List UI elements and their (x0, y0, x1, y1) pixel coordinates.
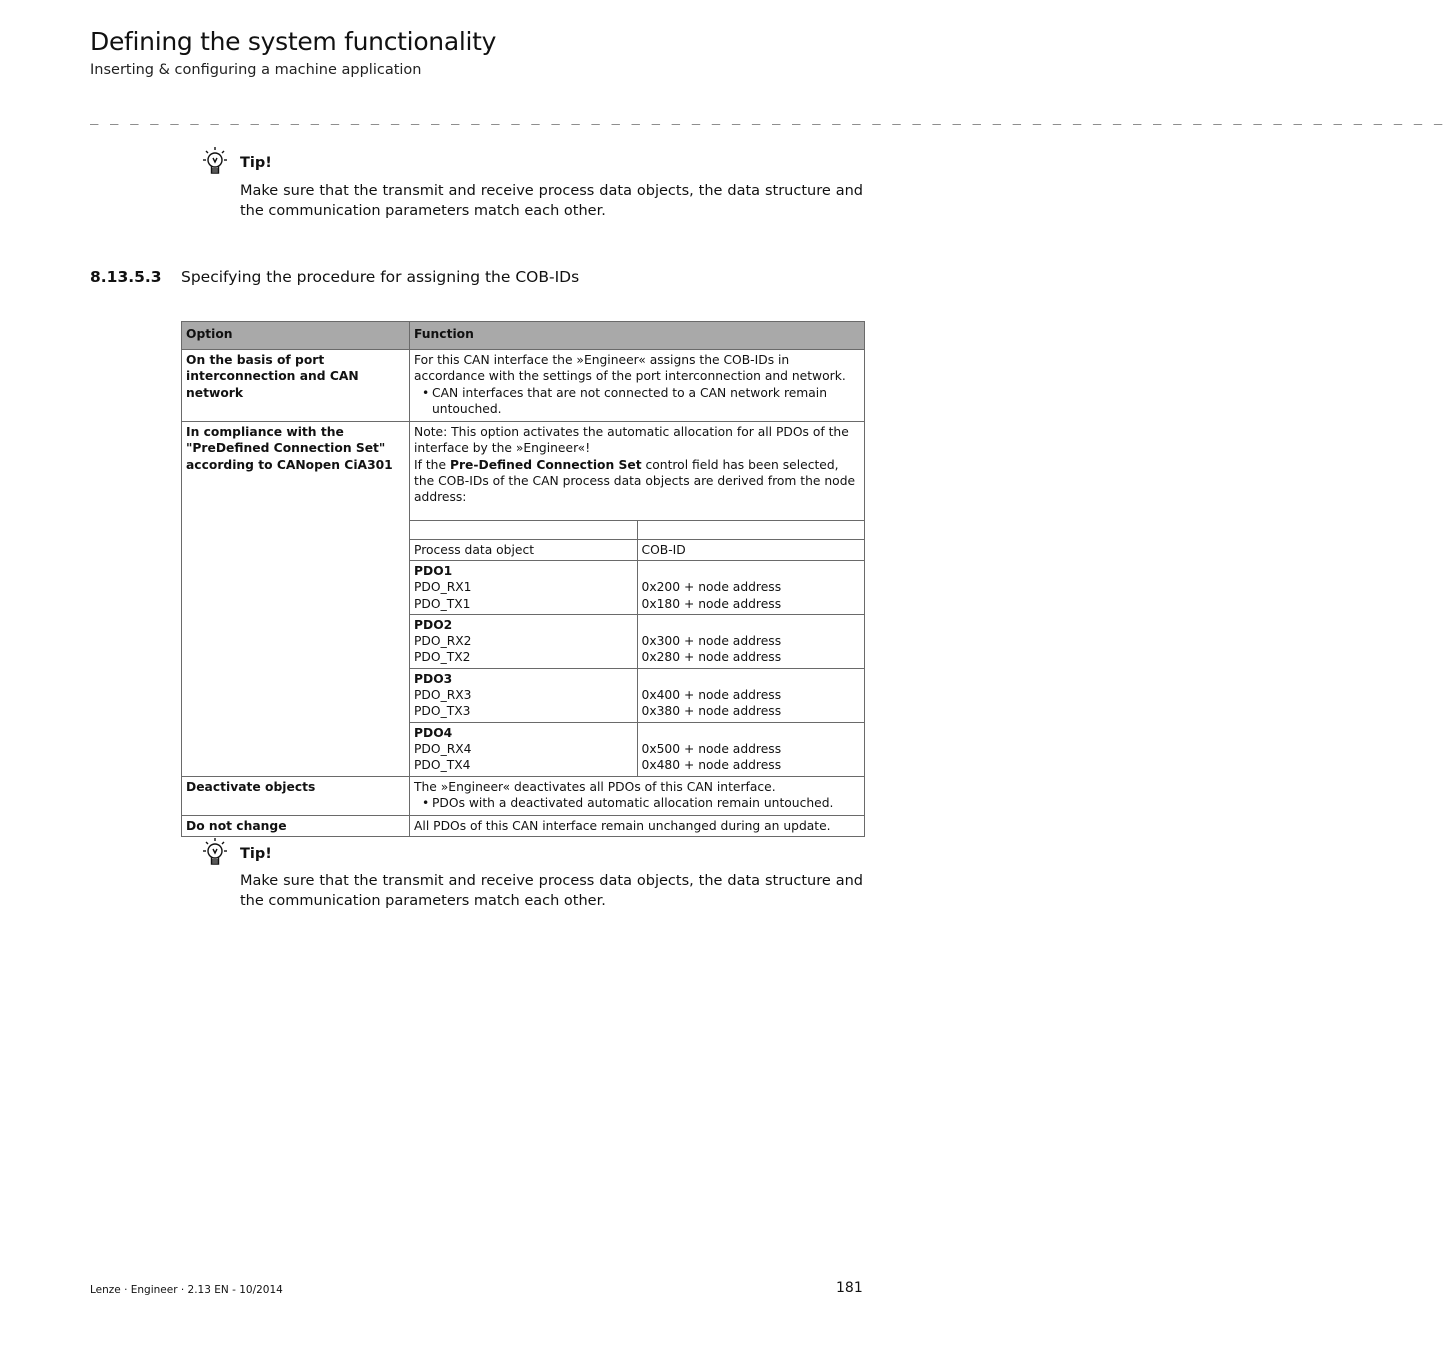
cobid-tx: 0x280 + node address (641, 650, 782, 665)
cobid-tx: 0x480 + node address (641, 758, 782, 773)
pdo-name: PDO4 (414, 725, 453, 740)
pdo-name: PDO2 (414, 617, 453, 632)
table-row (182, 422, 865, 776)
option-cell: Do not change (182, 816, 410, 837)
options-table (181, 321, 865, 837)
section-title: Specifying the procedure for assigning the COB-IDs (181, 268, 580, 286)
function-text: For this CAN interface the »Engineer« assigns the COB-IDs in accordance with the settings of the port interconnection and network. (414, 353, 846, 384)
function-cell (410, 422, 865, 776)
column-header-option: Option (182, 322, 410, 350)
pdo-tx: PDO_TX3 (414, 704, 471, 719)
pdo-rx: PDO_RX2 (414, 634, 472, 649)
table-row (182, 816, 865, 837)
note-text: Note: This option activates the automatic allocation for all PDOs of the interface by the »Engineer«! (414, 425, 849, 456)
function-description (410, 422, 864, 519)
cobid-tx: 0x180 + node address (641, 596, 782, 611)
bullet-item: • CAN interfaces that are not connected to a CAN network remain untouched. (414, 385, 860, 418)
header-divider: _ _ _ _ _ _ _ _ _ _ _ _ _ _ _ _ _ _ _ _ _ _ _ _ _ _ _ _ _ _ _ _ _ _ _ _ _ _ _ _ _ _ _ _ _ _ _ _ _ _ _ _ _ _ _ _ _ _ _ _ _ _ _ _ _ _ _ _ (90, 109, 1444, 125)
column-header-function: Function (410, 322, 865, 350)
tip-label: Tip! (240, 846, 272, 862)
pdo-rx: PDO_RX3 (414, 688, 472, 703)
pdo-rx: PDO_RX1 (414, 580, 472, 595)
footer-text: Lenze · Engineer · 2.13 EN - 10/2014 (90, 1284, 283, 1296)
function-cell (410, 776, 865, 816)
function-text: The »Engineer« deactivates all PDOs of this CAN interface. (414, 779, 776, 794)
cobid-rx: 0x500 + node address (641, 741, 782, 756)
page-title: Defining the system functionality (90, 27, 497, 56)
pdo-rx: PDO_RX4 (414, 741, 472, 756)
cobid-tx: 0x380 + node address (641, 704, 782, 719)
lightbulb-icon (198, 836, 232, 870)
pdo-header-row (410, 539, 864, 560)
pdo-table (410, 520, 864, 776)
function-cell: All PDOs of this CAN interface remain unchanged during an update. (410, 816, 865, 837)
table-header-row (182, 322, 865, 350)
tip-label: Tip! (240, 155, 272, 171)
option-cell: Deactivate objects (182, 776, 410, 816)
option-cell: On the basis of port interconnection and CAN network (182, 350, 410, 422)
function-text: If the Pre-Defined Connection Set control field has been selected, the COB-IDs of the CAN process data objects are derived from the node address: (414, 457, 856, 505)
pdo-name: PDO3 (414, 671, 453, 686)
pdo-row (410, 614, 864, 668)
pdo-name: PDO1 (414, 563, 453, 578)
pdo-row (410, 560, 864, 614)
tip-text: Make sure that the transmit and receive process data objects, the data structure and the communication parameters match each other. (240, 183, 863, 219)
page-subtitle: Inserting & configuring a machine application (90, 62, 422, 78)
section-number: 8.13.5.3 (90, 268, 162, 286)
bullet-item: • PDOs with a deactivated automatic allocation remain untouched. (414, 795, 860, 811)
pdo-tx: PDO_TX4 (414, 758, 471, 773)
page-number: 181 (836, 1280, 863, 1296)
option-cell: In compliance with the "PreDefined Connection Set" according to CANopen CiA301 (182, 422, 410, 776)
pdo-column-header: Process data object (410, 539, 637, 560)
pdo-row (410, 668, 864, 722)
function-cell (410, 350, 865, 422)
lightbulb-icon (198, 145, 232, 179)
tip-text: Make sure that the transmit and receive process data objects, the data structure and the communication parameters match each other. (240, 873, 863, 909)
table-row (182, 776, 865, 816)
table-row (182, 350, 865, 422)
cobid-column-header: COB-ID (637, 539, 864, 560)
pdo-spacer-row (410, 520, 864, 539)
cobid-rx: 0x400 + node address (641, 688, 782, 703)
pdo-row (410, 722, 864, 775)
pdo-tx: PDO_TX2 (414, 650, 471, 665)
cobid-rx: 0x200 + node address (641, 580, 782, 595)
pdo-tx: PDO_TX1 (414, 596, 471, 611)
cobid-rx: 0x300 + node address (641, 634, 782, 649)
